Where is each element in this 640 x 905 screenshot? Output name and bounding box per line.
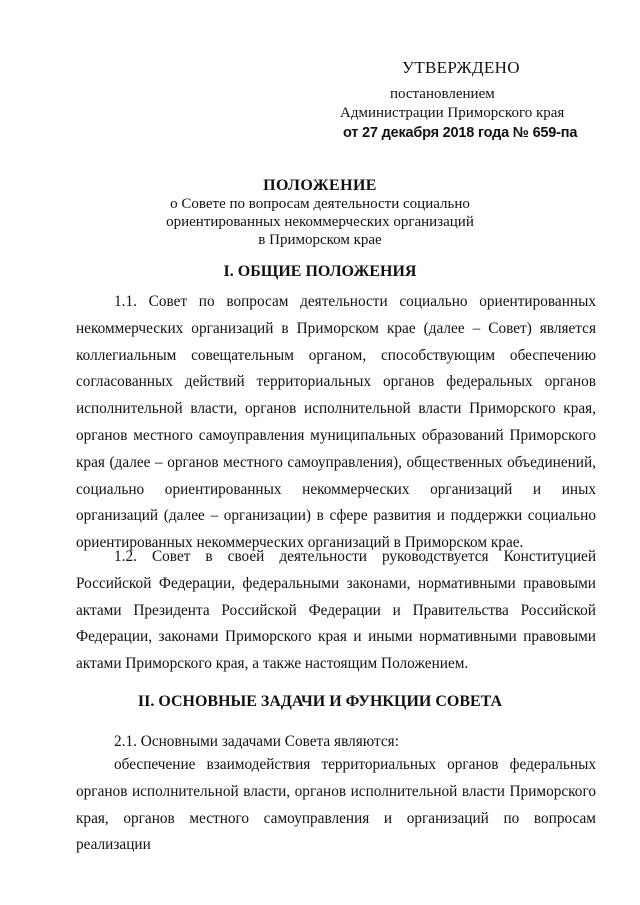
approval-date-line: от 27 декабря 2018 года № 659-па xyxy=(343,125,578,141)
document-subtitle-line-2: ориентированных некоммерческих организаций xyxy=(166,214,474,230)
paragraph-2-1: 2.1. Основными задачами Совета являются: xyxy=(114,733,399,750)
paragraph-2-1-item: обеспечение взаимодействия территориальных органов федеральных органов исполнительной власти, органов исполнительной власти Приморского края, органов местного самоуправления и организаций по вопросам реализации xyxy=(76,756,596,854)
paragraph-1-2: 1.2. Совет в своей деятельности руководствуется Конституцией Российской Федерации, федеральными законами, нормативными правовыми актами Президента Российской Федерации и Правительства Российской Федерации, законами Приморского края и иными нормативными правовыми актами Приморского края, а также настоящим Положением. xyxy=(76,548,596,673)
document-subtitle-line-3: в Приморском крае xyxy=(258,232,382,248)
section-2-heading: II. ОСНОВНЫЕ ЗАДАЧИ И ФУНКЦИИ СОВЕТА xyxy=(137,693,503,710)
paragraph-1-1: 1.1. Совет по вопросам деятельности социально ориентированных некоммерческих организаций в Приморском крае (далее – Совет) является коллегиальным совещательным органом, способствующим обеспечению согласованных действий территориальных органов федеральных органов исполнительной власти, органов исполнительной власти Приморского края, органов местного самоуправления муниципальных образований Приморского края (далее – органов местного самоуправления), общественных объединений, социально ориентированных некоммерческих организаций и иных организаций (далее – организации) в сфере развития и поддержки социально ориентированных некоммерческих организаций в Приморском крае. xyxy=(76,293,596,552)
section-1-heading: I. ОБЩИЕ ПОЛОЖЕНИЯ xyxy=(223,263,417,280)
document-title: ПОЛОЖЕНИЕ xyxy=(263,177,377,194)
document-subtitle-line-1: о Совете по вопросам деятельности социально xyxy=(170,196,470,212)
approval-line-1: постановлением xyxy=(390,86,495,102)
approval-line-2: Администрации Приморского края xyxy=(340,105,565,121)
approval-title: УТВЕРЖДЕНО xyxy=(402,58,520,77)
